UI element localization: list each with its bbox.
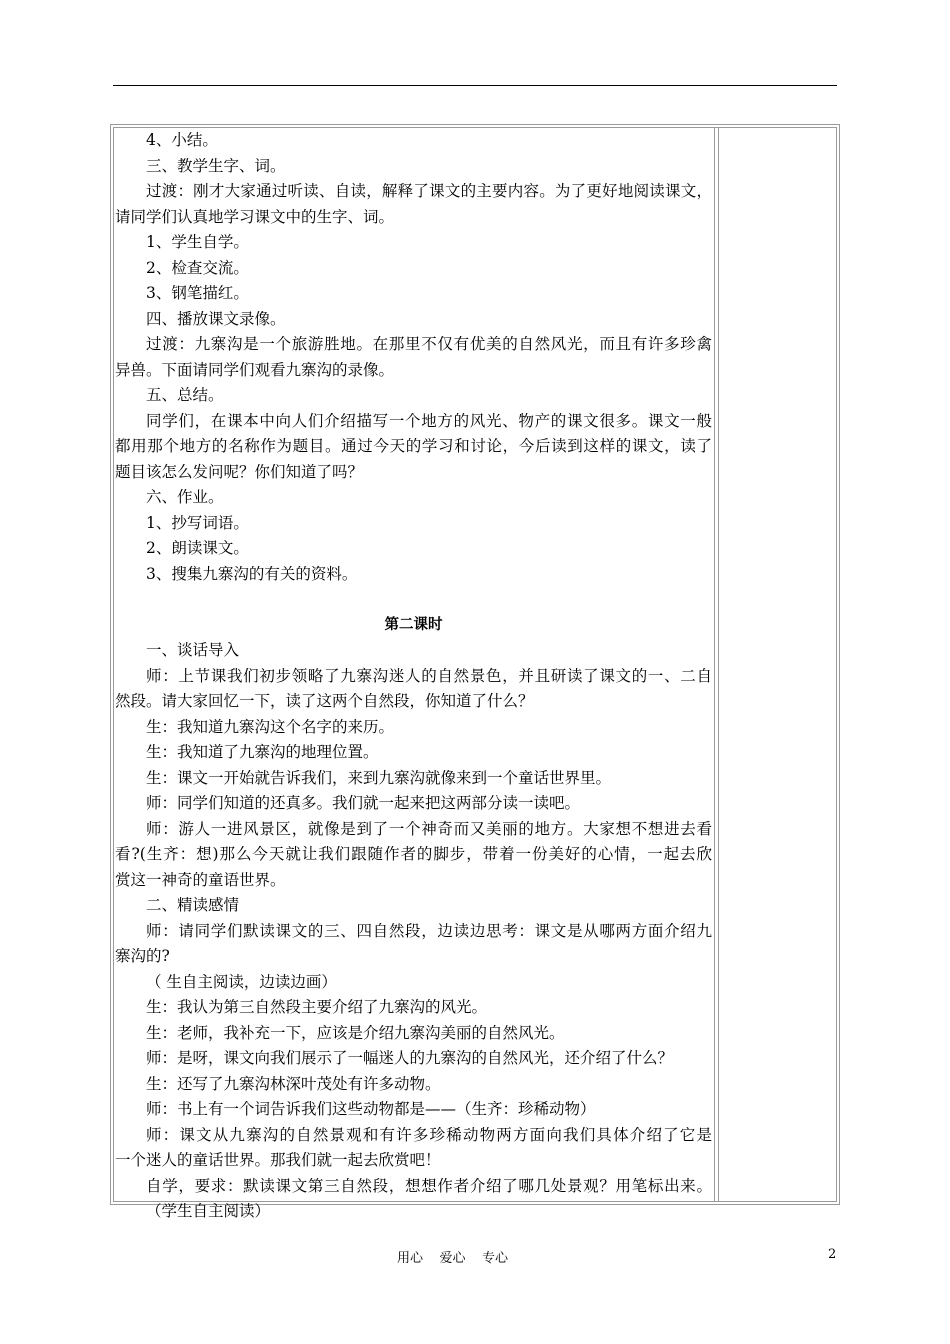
text-line: 生：我知道九寨沟这个名字的来历。 xyxy=(146,717,395,736)
text-line: 生：我知道了九寨沟的地理位置。 xyxy=(146,743,379,761)
text-line: 六、作业。 xyxy=(146,488,224,506)
blank-line xyxy=(115,587,712,613)
text-line: 异兽。下面请同学们观看九寨沟的录像。 xyxy=(115,360,395,379)
text-line: 过渡：刚才大家通过听读、自读，解释了课文的主要内容。为了更好地阅读课文， xyxy=(146,182,712,200)
header-rule xyxy=(113,85,837,86)
text-line: 3、钢笔描红。 xyxy=(146,284,249,302)
text-line: 一个迷人的童话世界。那我们就一起去欣赏吧！ xyxy=(115,1151,441,1169)
text-line: 然段。请大家回忆一下，读了这两个自然段，你知道了什么？ xyxy=(115,692,534,710)
text-line: 请同学们认真地学习课文中的生字、词。 xyxy=(115,207,395,226)
text-line: 师：游人一进风景区，就像是到了一个神奇而又美丽的地方。大家想不想进去看 xyxy=(146,819,712,838)
text-line: 赏这一神奇的童语世界。 xyxy=(115,870,286,889)
text-line: 同学们，在课本中向人们介绍描写一个地方的风光、物产的课文很多。课文一般 xyxy=(146,411,712,430)
text-line: 师：是呀，课文向我们展示了一幅迷人的九寨沟的自然风光，还介绍了什么？ xyxy=(146,1049,674,1067)
text-line: 师：上节课我们初步领略了九寨沟迷人的自然景色，并且研读了课文的一、二自 xyxy=(146,666,712,685)
text-line: 自学，要求：默读课文第三自然段，想想作者介绍了哪几处景观？用笔标出来。 xyxy=(146,1176,712,1195)
text-line: 寨沟的? xyxy=(115,947,170,965)
text-line: 生：我认为第三自然段主要介绍了九寨沟的风光。 xyxy=(146,998,488,1016)
text-line: 3、搜集九寨沟的有关的资料。 xyxy=(146,564,358,583)
text-line: 看?(生齐：想)那么今天就让我们跟随作者的脚步，带着一份美好的心情，一起去欣 xyxy=(115,845,712,863)
text-line: 师：请同学们默读课文的三、四自然段，边读边思考：课文是从哪两方面介绍九 xyxy=(146,921,712,940)
text-line: 生：还写了九寨沟林深叶茂处有许多动物。 xyxy=(146,1074,441,1093)
text-line: 四、播放课文录像。 xyxy=(146,309,286,328)
text-line: 1、学生自学。 xyxy=(146,233,249,251)
text-line: 二、精读感情 xyxy=(146,896,240,914)
text-line: 4、小结。 xyxy=(146,131,218,149)
text-line: 师：课文从九寨沟的自然景观和有许多珍稀动物两方面向我们具体介绍了它是 xyxy=(146,1125,712,1144)
text-line: （ 生自主阅读，边读边画） xyxy=(146,972,337,991)
text-line: 都用那个地方的名称作为题目。通过今天的学习和讨论，今后读到这样的课文，读了 xyxy=(115,437,712,455)
page-number: 2 xyxy=(828,1247,837,1262)
text-line: 三、教学生字、词。 xyxy=(146,156,286,175)
text-line: （学生自主阅读） xyxy=(146,1202,271,1220)
page-footer xyxy=(0,1247,950,1267)
text-line: 题目该怎么发问呢？你们知道了吗？ xyxy=(115,462,364,481)
text-line: 生：课文一开始就告诉我们，来到九寨沟就像来到一个童话世界里。 xyxy=(146,768,612,787)
text-line: 1、抄写词语。 xyxy=(146,513,249,532)
text-line: 过渡：九寨沟是一个旅游胜地。在那里不仅有优美的自然风光，而且有许多珍禽 xyxy=(146,335,712,353)
text-line: 一、谈话导入 xyxy=(146,641,240,659)
text-line: 生：老师，我补充一下，应该是介绍九寨沟美丽的自然风光。 xyxy=(146,1023,565,1042)
text-line: 五、总结。 xyxy=(146,386,224,404)
text-line: 师：书上有一个词告诉我们这些动物都是——（生齐：珍稀动物） xyxy=(146,1100,596,1118)
text-line: 2、朗读课文。 xyxy=(146,539,249,557)
text-line: 2、检查交流。 xyxy=(146,258,249,277)
text-line: 师：同学们知道的还真多。我们就一起来把这两部分读一读吧。 xyxy=(146,794,581,812)
column-divider-inner xyxy=(718,127,719,1202)
column-divider xyxy=(714,127,715,1202)
footer-motto: 用心 爱心 专心 xyxy=(397,1251,509,1266)
lesson-content xyxy=(115,128,712,1225)
section-heading: 第二课时 xyxy=(384,616,443,633)
